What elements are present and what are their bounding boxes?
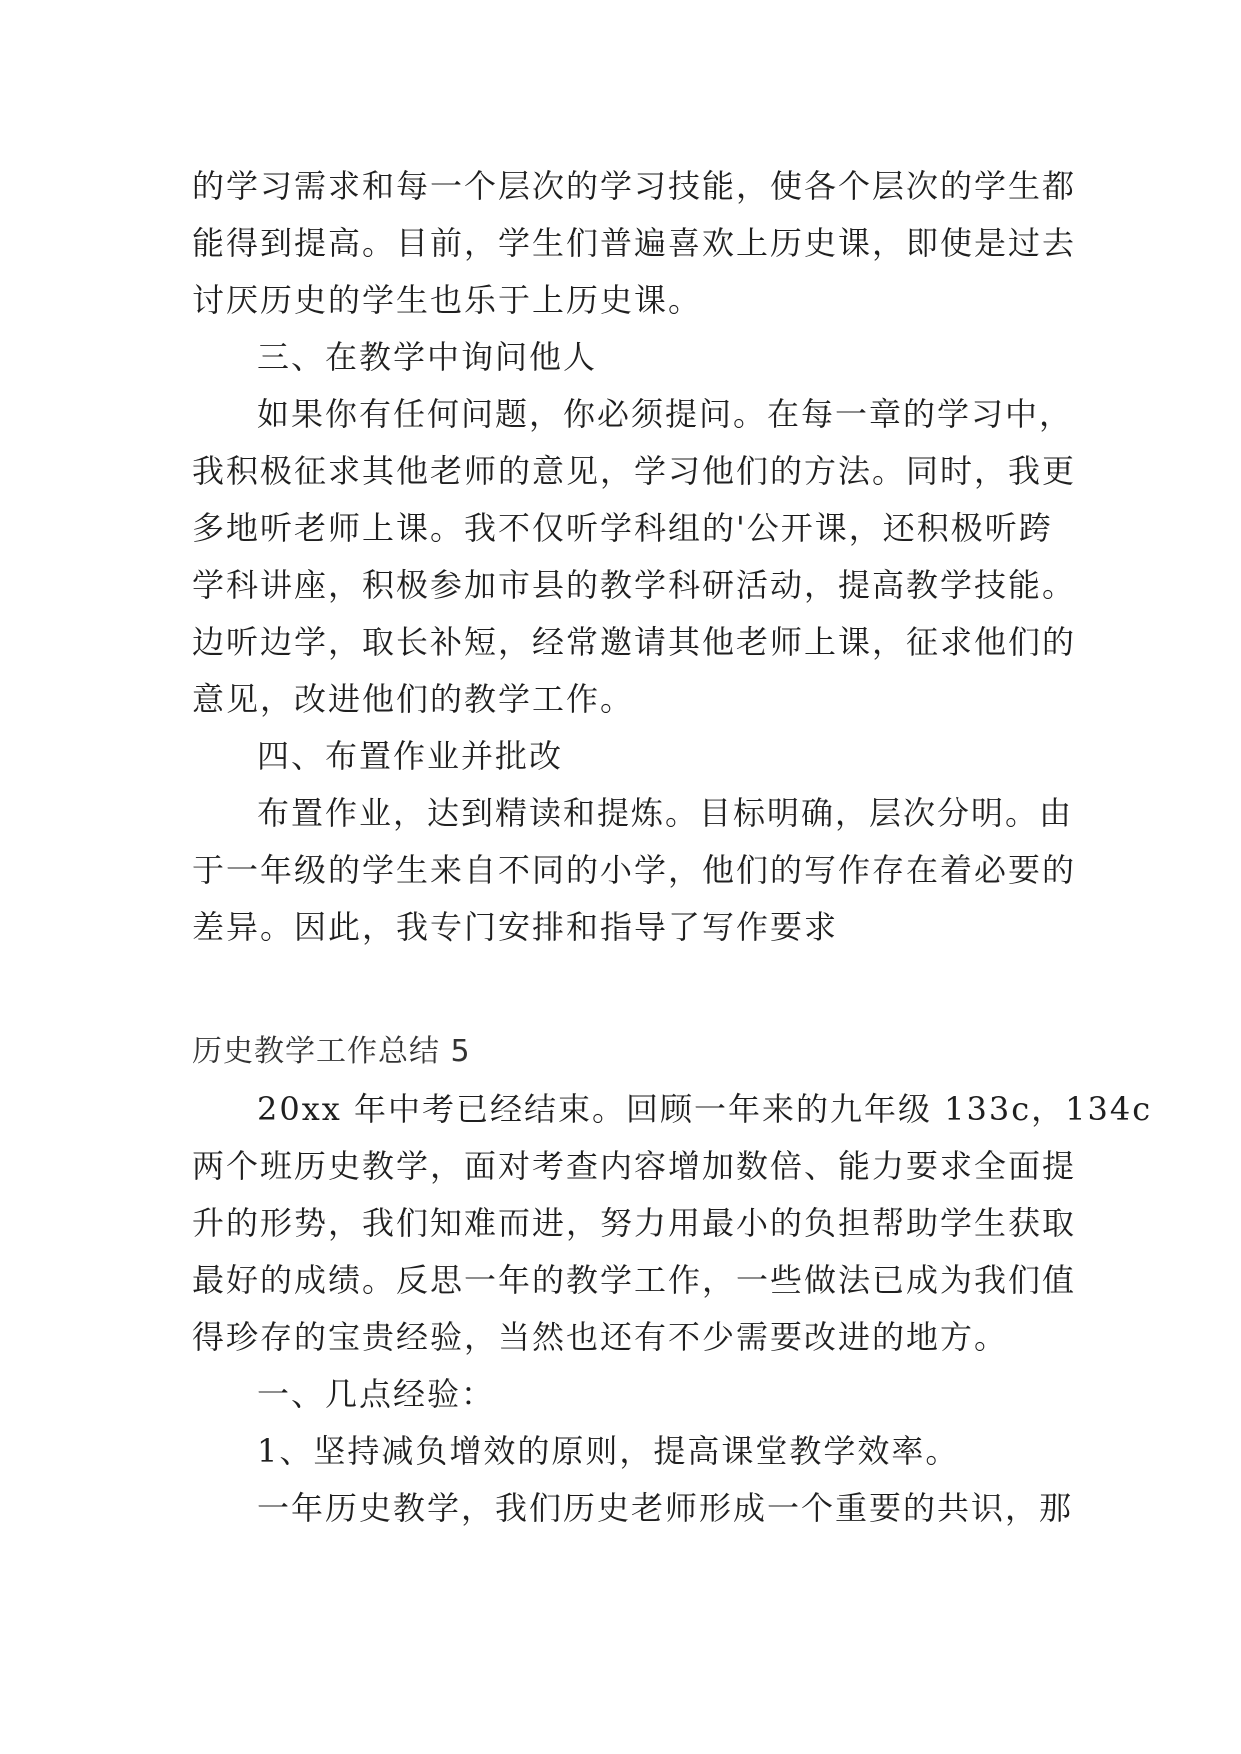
body-text-line: 升的形势，我们知难而进，努力用最小的负担帮助学生获取 (192, 1204, 1077, 1242)
body-text-line: 能得到提高。目前，学生们普遍喜欢上历史课，即使是过去 (192, 224, 1077, 262)
body-text-line: 如果你有任何问题，你必须提问。在每一章的学习中， (257, 395, 1074, 433)
body-text-line: 两个班历史教学，面对考查内容增加数倍、能力要求全面提 (192, 1147, 1077, 1185)
body-text-line: 我积极征求其他老师的意见，学习他们的方法。同时，我更 (192, 452, 1077, 490)
body-text-line: 边听边学，取长补短，经常邀请其他老师上课，征求他们的 (192, 623, 1077, 661)
section-heading: 一、几点经验： (257, 1375, 496, 1413)
body-text-line: 最好的成绩。反思一年的教学工作，一些做法已成为我们值 (192, 1261, 1077, 1299)
body-text-line: 布置作业，达到精读和提炼。目标明确，层次分明。由 (257, 794, 1074, 832)
body-text-line: 讨厌历史的学生也乐于上历史课。 (192, 281, 703, 319)
body-text-line: 学科讲座，积极参加市县的教学科研活动，提高教学技能。 (192, 566, 1077, 604)
section-heading: 四、布置作业并批改 (257, 737, 564, 775)
body-text-line: 多地听老师上课。我不仅听学科组的'公开课，还积极听跨 (192, 509, 1053, 547)
section-heading: 三、在教学中询问他人 (257, 338, 598, 376)
body-text-line: 差异。因此，我专门安排和指导了写作要求 (192, 908, 839, 946)
body-text-line: 于一年级的学生来自不同的小学，他们的写作存在着必要的 (192, 851, 1077, 889)
body-text-line: 的学习需求和每一个层次的学习技能，使各个层次的学生都 (192, 167, 1077, 205)
body-text-line: 得珍存的宝贵经验，当然也还有不少需要改进的地方。 (192, 1318, 1009, 1356)
document-title: 历史教学工作总结 5 (192, 1034, 471, 1069)
subsection-heading: 1、坚持减负增效的原则，提高课堂教学效率。 (257, 1432, 960, 1470)
body-text-line: 意见，改进他们的教学工作。 (192, 680, 635, 718)
body-text-line: 一年历史教学，我们历史老师形成一个重要的共识，那 (257, 1489, 1074, 1527)
body-text-line: 20xx 年中考已经结束。回顾一年来的九年级 133c，134c (257, 1090, 1153, 1128)
